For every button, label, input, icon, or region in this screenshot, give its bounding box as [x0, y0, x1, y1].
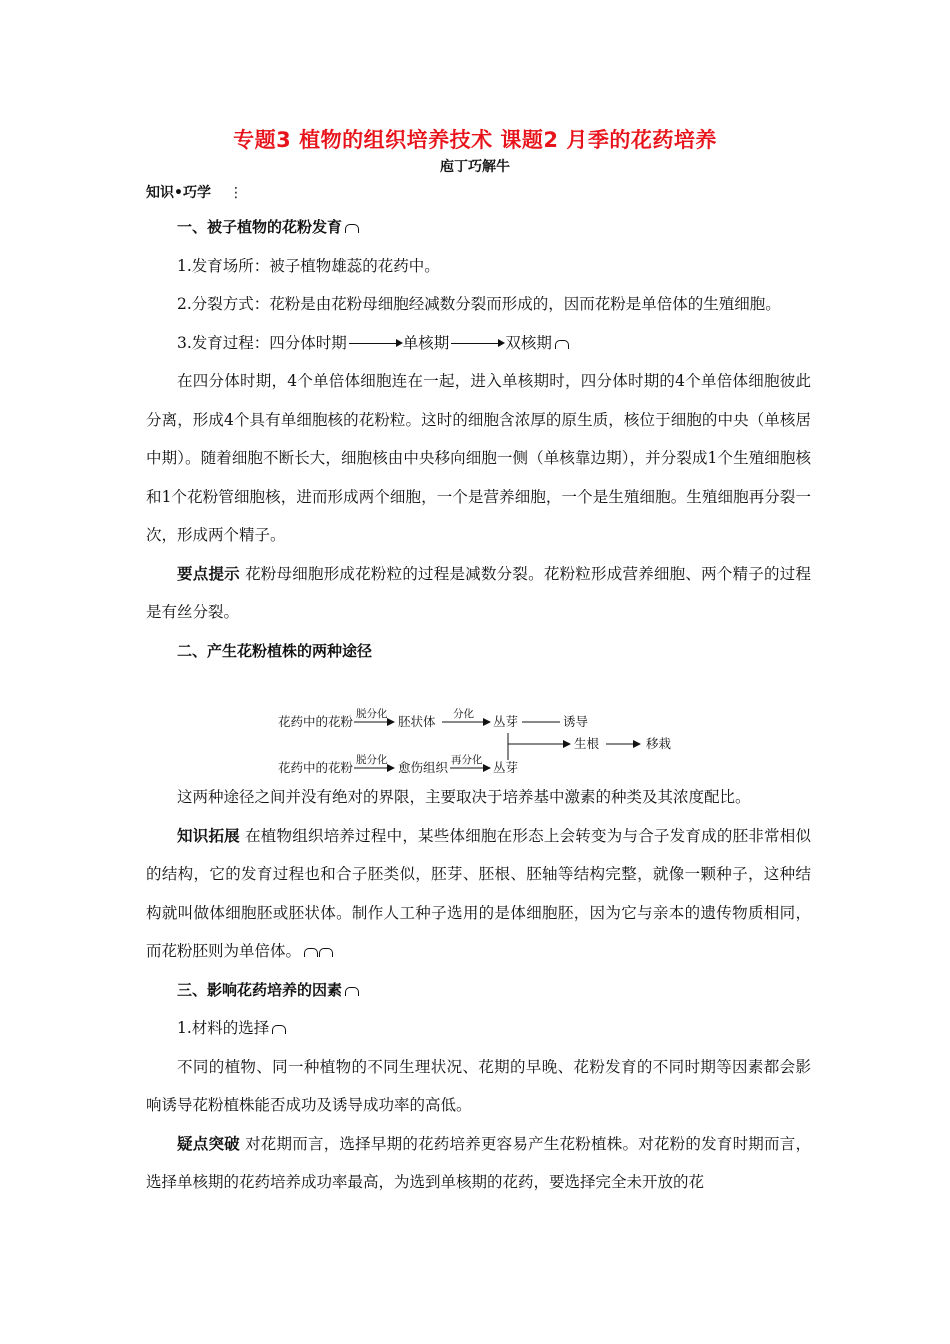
section-3-heading — [177, 971, 811, 1010]
annotation-mark-icon — [555, 340, 569, 349]
row1-arrow1-label: 脱分化 — [356, 708, 388, 720]
row1-arrow2-label: 分化 — [453, 708, 474, 720]
sec3-item-1 — [146, 1009, 811, 1048]
row1-after: 诱导 — [563, 714, 589, 729]
row1-end: 丛芽 — [493, 714, 519, 729]
culture-pathway-diagram — [272, 706, 692, 782]
sec1-paragraph: 在四分体时期，4个单倍体细胞连在一起，进入单核期时，四分体时期的4个单倍体细胞彼此分离，形成4个具有单细胞核的花粉粒。这时的细胞含浓厚的原生质，核位于细胞的中央（单核居中期）。随着细胞不断长大，细胞核由中央移向细胞一侧（单核靠边期），并分裂成1个生殖细胞核和1个花粉管细胞核，进而形成两个细胞，一个是营养细胞，一个是生殖细胞。生殖细胞再分裂一次，形成两个精子。 — [146, 372, 811, 544]
difficulty-text: 对花期而言，选择早期的花药培养更容易产生花粉植株。对花粉的发育时期而言，选择单核期的花药培养成功率最高，为选到单核期的花药，要选择完全未开放的花 — [146, 1134, 811, 1191]
sec1-item-3-mid: 单核期 — [402, 333, 450, 352]
section-tag-separator: ⋮ — [228, 185, 243, 201]
sec1-item-1: 1.发育场所：被子植物雄蕊的花药中。 — [177, 256, 440, 275]
sec3-item-1-text: 1.材料的选择 — [177, 1019, 270, 1037]
sec1-item-3-end: 双核期 — [505, 333, 552, 352]
annotation-mark-icon — [319, 948, 333, 957]
sec1-item-3-start: 3.发育过程：四分体时期 — [177, 333, 347, 352]
section-1 — [146, 208, 811, 670]
section-2-3 — [146, 778, 811, 1202]
row2-end: 丛芽 — [493, 760, 519, 775]
extension-text: 在植物组织培养过程中，某些体细胞在形态上会转变为与合子发育成的胚非常相似的结构，它的发育过程也和合子胚类似，胚芽、胚根、胚轴等结构完整，就像一颗种子，这种结构就叫做体细胞胚或胚状体。制作人工种子选用的是体细胞胚，因为它与亲本的遗传物质相同，而花粉胚则为单倍体。 — [146, 826, 811, 960]
sec1-item-2: 2.分裂方式：花粉是由花粉母细胞经减数分裂而形成的，因而花粉是单倍体的生殖细胞。 — [177, 295, 781, 313]
branch-1: 生根 — [574, 736, 600, 751]
sec3-difficulty — [146, 1125, 811, 1202]
sec1-item-3 — [146, 324, 811, 363]
sec3-paragraph: 不同的植物、同一种植物的不同生理状况、花期的早晚、花粉发育的不同时期等因素都会影响诱导花粉植株能否成功及诱导成功率的高低。 — [146, 1057, 811, 1114]
branch-2: 移栽 — [646, 736, 672, 751]
annotation-mark-icon — [272, 1025, 286, 1034]
section-tag — [146, 182, 243, 202]
section-tag-label: 知识•巧学 — [146, 185, 211, 201]
sec2-paragraph: 这两种途径之间并没有绝对的界限，主要取决于培养基中激素的种类及其浓度配比。 — [177, 788, 751, 806]
sec1-tip — [146, 555, 811, 632]
arrow-icon — [349, 343, 401, 344]
section-2-heading: 二、产生花粉植株的两种途径 — [177, 641, 373, 660]
annotation-mark-icon — [345, 224, 359, 233]
row1-start: 花药中的花粉 — [278, 714, 354, 729]
section-3-heading-text: 三、影响花药培养的因素 — [177, 980, 343, 999]
row2-arrow2-label: 再分化 — [451, 754, 483, 766]
difficulty-label: 疑点突破 — [177, 1134, 240, 1153]
arrow-icon — [451, 343, 503, 344]
row2-arrow1-label: 脱分化 — [356, 754, 388, 766]
annotation-mark-icon — [304, 948, 318, 957]
row2-mid: 愈伤组织 — [398, 760, 449, 775]
row1-mid: 胚状体 — [398, 714, 436, 729]
annotation-mark-icon — [345, 987, 359, 996]
tip-text: 花粉母细胞形成花粉粒的过程是减数分裂。花粉粒形成营养细胞、两个精子的过程是有丝分裂。 — [146, 564, 811, 621]
page-title: 专题3 植物的组织培养技术 课题2 月季的花药培养 — [233, 128, 717, 152]
section-1-heading — [177, 208, 811, 247]
section-1-heading-text: 一、被子植物的花粉发育 — [177, 218, 343, 236]
extension-label: 知识拓展 — [177, 826, 240, 845]
tip-label: 要点提示 — [177, 564, 240, 583]
sec2-extension — [146, 817, 811, 971]
row2-start: 花药中的花粉 — [278, 760, 354, 775]
page-subtitle: 庖丁巧解牛 — [440, 159, 510, 175]
